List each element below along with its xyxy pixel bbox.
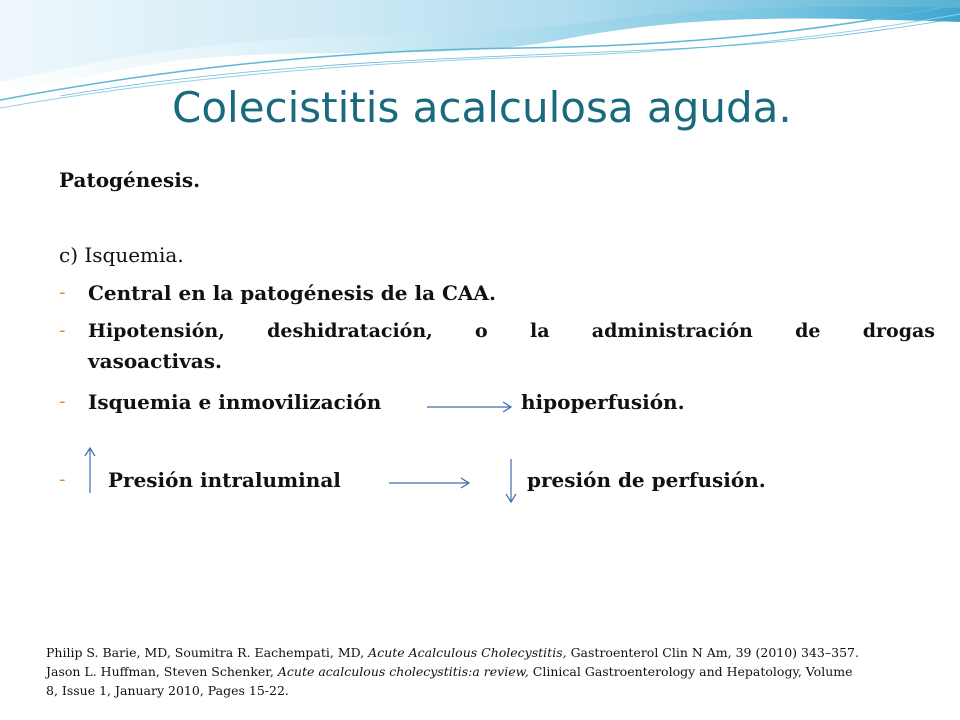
section-heading: Patogénesis. <box>59 168 201 192</box>
reference-source: Gastroenterol Clin N Am, 39 (2010) 343–357. <box>566 645 859 660</box>
bullet-marker: - <box>59 391 66 412</box>
subheading: c) Isquemia. <box>59 243 184 267</box>
reference-1 <box>46 643 926 662</box>
bullet-item-result: presión de perfusión. <box>527 468 766 492</box>
right-arrow-icon <box>388 474 474 490</box>
right-arrow-icon <box>426 398 516 414</box>
reference-title: Acute acalculous cholecystitis:a review, <box>277 664 529 679</box>
bullet-marker: - <box>59 282 66 303</box>
reference-authors: Philip S. Barie, MD, Soumitra R. Eachempati, MD, <box>46 645 369 660</box>
bullet-item: Isquemia e inmovilización <box>88 390 382 414</box>
reference-2 <box>46 662 926 681</box>
bullet-marker: - <box>59 320 66 341</box>
reference-authors: Jason L. Huffman, Steven Schenker, <box>46 664 278 679</box>
bullet-item: Central en la patogénesis de la CAA. <box>88 281 496 305</box>
bullet-item-result: hipoperfusión. <box>521 390 685 414</box>
bullet-item-continuation: vasoactivas. <box>88 349 222 373</box>
reference-2-continuation: 8, Issue 1, January 2010, Pages 15-22. <box>46 683 289 698</box>
reference-source: Clinical Gastroenterology and Hepatology, Volume <box>528 664 853 679</box>
slide-title: Colecistitis acalculosa aguda. <box>172 83 792 132</box>
bullet-marker: - <box>59 469 66 490</box>
down-arrow-icon <box>503 458 519 504</box>
bullet-item: Hipotensión, deshidratación, o la administración de drogas <box>88 320 935 342</box>
reference-title: Acute Acalculous Cholecystitis, <box>368 645 567 660</box>
references <box>46 643 926 700</box>
up-arrow-icon <box>82 446 98 494</box>
bullet-item: Presión intraluminal <box>108 468 341 492</box>
